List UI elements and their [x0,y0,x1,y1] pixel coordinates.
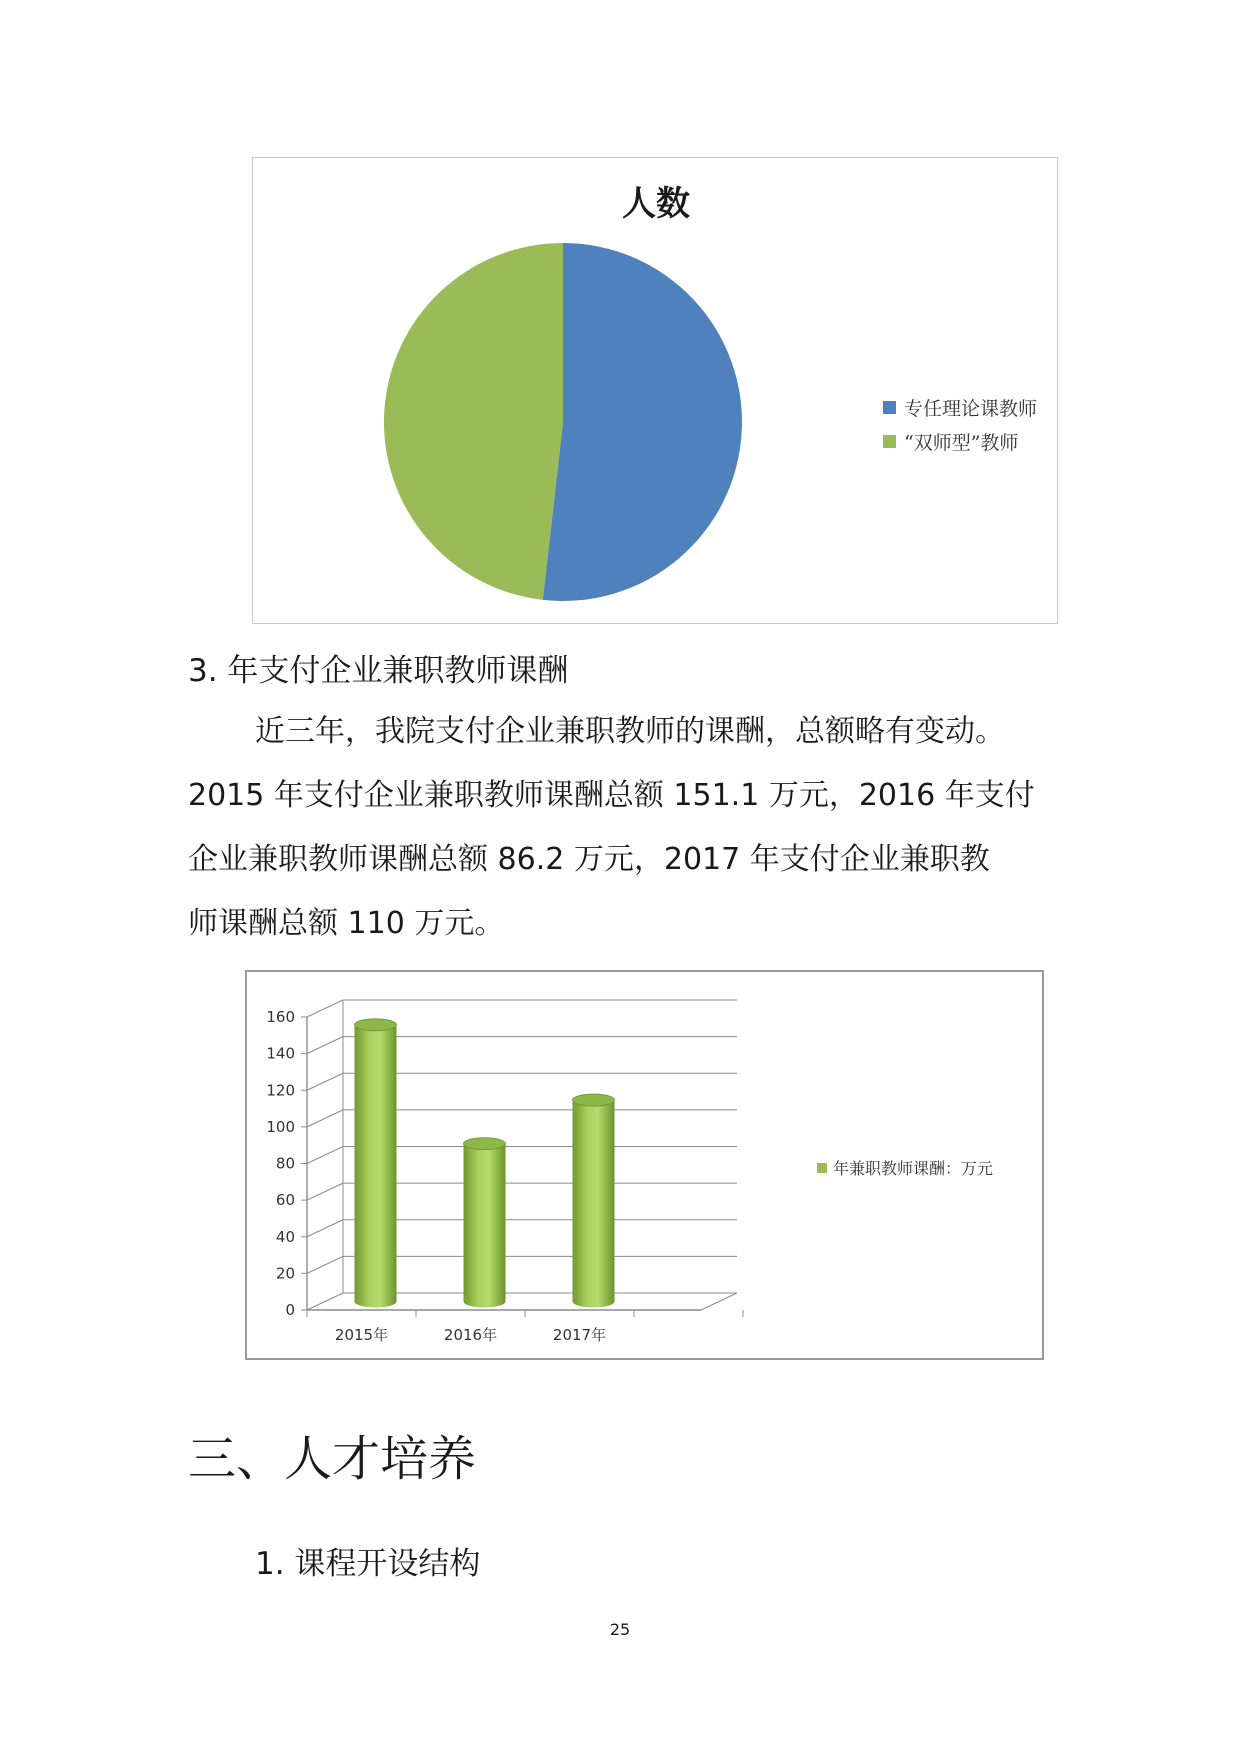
bar-2016年 [464,1138,506,1308]
pie-legend-swatch-2 [883,435,896,448]
pie-legend-label-2: “双师型”教师 [904,432,1019,454]
pie-legend-item-2 [883,428,1018,455]
pie-slice-1 [543,243,742,601]
section-3-heading: 3. 年支付企业兼职教师课酬 [188,653,569,689]
y-tick-label-0: 0 [285,1301,295,1319]
section-3-paragraph-line-2: 2015 年支付企业兼职教师课酬总额 151.1 万元，2016 年支付 [188,778,1035,813]
y-tick-label-120: 120 [266,1081,295,1100]
y-tick-label-160: 160 [266,1008,295,1026]
x-tick-label-2015年: 2015年 [334,1326,389,1344]
y-tick-label-40: 40 [275,1227,295,1246]
bar-legend-item [817,1156,993,1179]
y-tick-label-140: 140 [266,1044,295,1063]
section-title: 三、人才培养 [188,1431,477,1487]
section-3-paragraph-line-1: 近三年，我院支付企业兼职教师的课酬，总额略有变动。 [255,714,1005,749]
page-number: 25 [609,1620,631,1639]
bar-2015年 [355,1019,397,1308]
section-3-paragraph-line-4: 师课酬总额 110 万元。 [188,906,505,941]
y-tick-label-60: 60 [275,1191,295,1210]
x-tick-label-2017年: 2017年 [552,1326,607,1344]
pie-chart-frame [252,157,1058,624]
x-tick-label-2016年: 2016年 [443,1326,498,1344]
section-3-paragraph-line-3: 企业兼职教师课酬总额 86.2 万元，2017 年支付企业兼职教 [188,842,990,877]
y-tick-label-80: 80 [275,1154,295,1173]
subsection-title: 1. 课程开设结构 [255,1546,481,1582]
bar-legend-label: 年兼职教师课酬：万元 [833,1159,994,1178]
pie-legend-item-1 [883,394,1037,421]
pie-chart-title: 人数 [622,184,690,224]
pie-chart [253,158,1059,625]
pie-legend-label-1: 专任理论课教师 [904,398,1038,420]
pie-slice-2 [384,243,563,600]
y-tick-label-100: 100 [266,1117,295,1136]
bar-chart-frame [245,970,1044,1360]
pie-legend-swatch-1 [883,401,896,414]
bar-legend-swatch [817,1163,827,1173]
bar-2017年 [573,1094,615,1307]
y-tick-label-20: 20 [275,1264,295,1283]
